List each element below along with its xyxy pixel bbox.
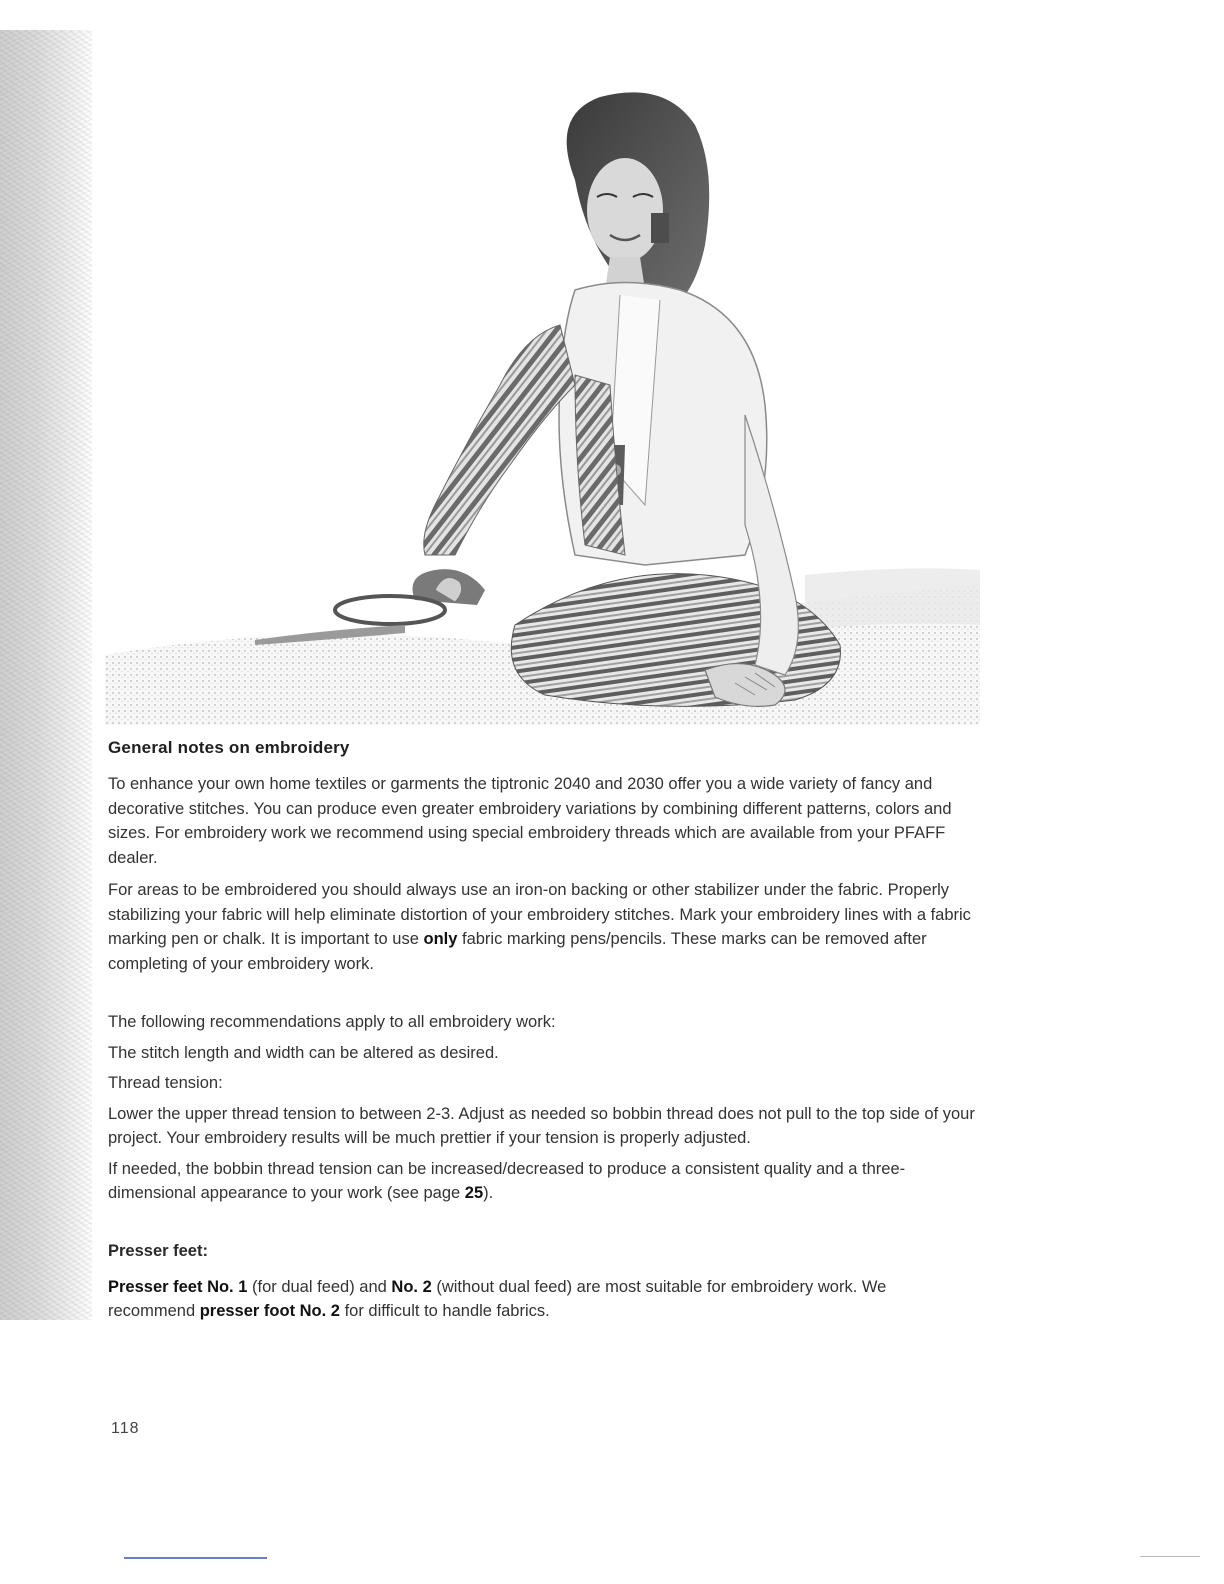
- bobbin-text-end: ).: [483, 1184, 494, 1202]
- text-content: [108, 738, 978, 1332]
- scan-shadow-edge: [0, 30, 92, 1320]
- stitch-note: The stitch length and width can be altered as desired.: [108, 1043, 499, 1062]
- stabilizer-text-start: For areas to be embroidered you should always use an iron-on backing or other stabilizer under the fabric. Properly stabilizing your fabric will help eliminate distortion of your embroidery stitches. Mark your embroidery lines with a fabric marking pen or chalk. It is important to use: [108, 881, 971, 948]
- section-heading: General notes on embroidery: [108, 738, 350, 757]
- page-number: 118: [111, 1420, 140, 1437]
- presser-foot-recommended: presser foot No. 2: [199, 1302, 340, 1320]
- bobbin-paragraph: [108, 1157, 978, 1206]
- stabilizer-paragraph: [108, 878, 978, 976]
- scan-corner-mark: [1140, 1556, 1200, 1557]
- tension-label: Thread tension:: [108, 1074, 223, 1092]
- stabilizer-emphasis: only: [423, 930, 458, 948]
- presser-feet-paragraph: [108, 1275, 978, 1324]
- presser-feet-heading: Presser feet:: [108, 1241, 208, 1260]
- presser-text-2: (without dual feed) are most suitable for embroidery work. We recommend: [108, 1277, 887, 1320]
- tension-paragraph: Lower the upper thread tension to between 2-3. Adjust as needed so bobbin thread does not pull to the top side of your project. Your embroidery results will be much prettier if your tension is properly adjusted.: [108, 1104, 975, 1147]
- bottom-rule: [124, 1557, 267, 1559]
- presser-feet-no2: No. 2: [391, 1277, 432, 1296]
- presser-text-3: for difficult to handle fabrics.: [340, 1302, 550, 1320]
- bobbin-text-start: If needed, the bobbin thread tension can be increased/decreased to produce a consistent quality and a three-dimensional appearance to your work (see page: [108, 1159, 906, 1202]
- stabilizer-text-end: fabric marking pens/pencils. These marks can be removed after completing of your embroidery work.: [108, 930, 927, 973]
- presser-text-1: (for dual feed) and: [247, 1277, 392, 1296]
- presser-feet-no1: Presser feet No. 1: [108, 1277, 248, 1296]
- recommendations-intro: The following recommendations apply to all embroidery work:: [108, 1013, 556, 1031]
- woman-embroidery-photo: [105, 85, 985, 725]
- intro-paragraph: To enhance your own home textiles or garments the tiptronic 2040 and 2030 offer you a wide variety of fancy and decorative stitches. You can produce even greater embroidery variations by combining different patterns, colors and sizes. For embroidery work we recommend using special embroidery threads which are available from your PFAFF dealer.: [108, 775, 952, 867]
- page-reference: 25: [464, 1184, 484, 1202]
